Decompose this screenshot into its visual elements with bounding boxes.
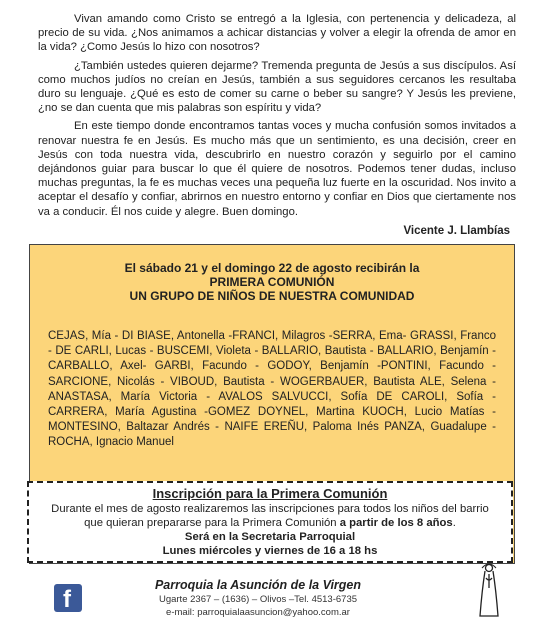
inscription-period: . — [452, 517, 456, 529]
communion-headline-3: UN GRUPO DE NIÑOS DE NUESTRA COMUNIDAD — [129, 289, 415, 303]
inscription-location: Será en la Secretaria Parroquial — [184, 531, 356, 543]
signature: Vicente J. Llambías — [403, 225, 510, 237]
facebook-icon[interactable]: f — [54, 584, 82, 612]
inscription-schedule: Lunes miércoles y viernes de 16 a 18 hs — [162, 545, 378, 557]
pastoral-letter — [38, 12, 516, 223]
communion-names-list: CEJAS, Mía - DI BIASE, Antonella -FRANCI, Milagros -SERRA, Ema- GRASSI, Franco - DE CARLI, Lucas - BUSCEMI, Violeta - BALLARIO, Bautista - BALLARIO, Benjamín - CARBALLO, Axel- GARBI, Facundo - GODOY, Benjamín -PONTINI, Facundo - SARCIONE, Nicolás - VIBOUD, Bautista - WOGERBAUER, Bautista ALE, Selena - ANASTASA, María Victoria - AVALOS SALVUCCI, Sofía DE CAROLI, Sofía -CARRERA, María Agustina -GOMEZ DOYNEL, Martina KUOCH, Lucio Matías - MONTESINO, Baltazar Andrés - NAIFE EREÑU, Paloma Inés PANZA, Guadalupe - ROCHA, Ignacio Manuel — [48, 330, 496, 449]
inscription-notice — [27, 481, 513, 563]
letter-paragraph-1: Vivan amando como Cristo se entregó a la Iglesia, con pertenencia y delicadeza, al precio de su vida. ¿Nos animamos a achicar distancias y volver a elegir la ofrenda de amor en la vida? ¿Como Jesús lo hizo con nosotros? — [38, 13, 516, 54]
parish-address: Ugarte 2367 – (1636) – Olivos –Tel. 4513-6735 — [158, 594, 358, 605]
parish-name: Parroquia la Asunción de la Virgen — [154, 578, 362, 592]
inscription-text-2a: que quieran prepararse para la Primera Comunión — [84, 517, 340, 529]
parish-info — [108, 578, 408, 619]
virgin-mary-icon — [474, 560, 504, 620]
letter-paragraph-2: ¿También ustedes quieren dejarme? Tremenda pregunta de Jesús a sus discípulos. Así como muchos judíos no creían en Jesús, también a sus seguidores cercanos les resultaba duro su lenguaje. ¿Qué es esto de comer su carne o beber su sangre? Y Jesús les previene, ¿no se dan cuenta que mis palabras son espíritu y vida? — [38, 59, 516, 115]
inscription-text-1: Durante el mes de agosto realizaremos las inscripciones para todos los niños del barrio — [51, 503, 489, 515]
letter-paragraph-3: En este tiempo donde encontramos tantas voces y mucha confusión somos invitados a renovar nuestra fe en Jesús. Es mucho más que un sentimiento, es una decisión, creer en Jesús con toda nuestra vida, descubrirlo en nuestro corazón y seguirlo por el camino dejándonos guiar para buscar lo que él quiere de nosotros. Podemos tener dudas, incluso muchas preguntas, la fe es muchas veces una pequeña luz fuerte en la oscuridad. Nos invito a aceptar el desafío y confiar, abrirnos en nuestro entorno y confiar en Dios que ciertamente nos va a conducir. Él nos cuide y alegre. Buen domingo. — [38, 120, 516, 218]
communion-headline-2: PRIMERA COMUNIÓN — [209, 275, 335, 289]
inscription-text-2 — [29, 516, 511, 530]
parish-email[interactable]: e-mail: parroquialaasuncion@yahoo.com.ar — [166, 607, 350, 618]
communion-headline-1: El sábado 21 y el domingo 22 de agosto recibirán la — [124, 261, 420, 275]
inscription-age: a partir de los 8 años — [339, 517, 453, 529]
inscription-title: Inscripción para la Primera Comunión — [152, 486, 388, 501]
